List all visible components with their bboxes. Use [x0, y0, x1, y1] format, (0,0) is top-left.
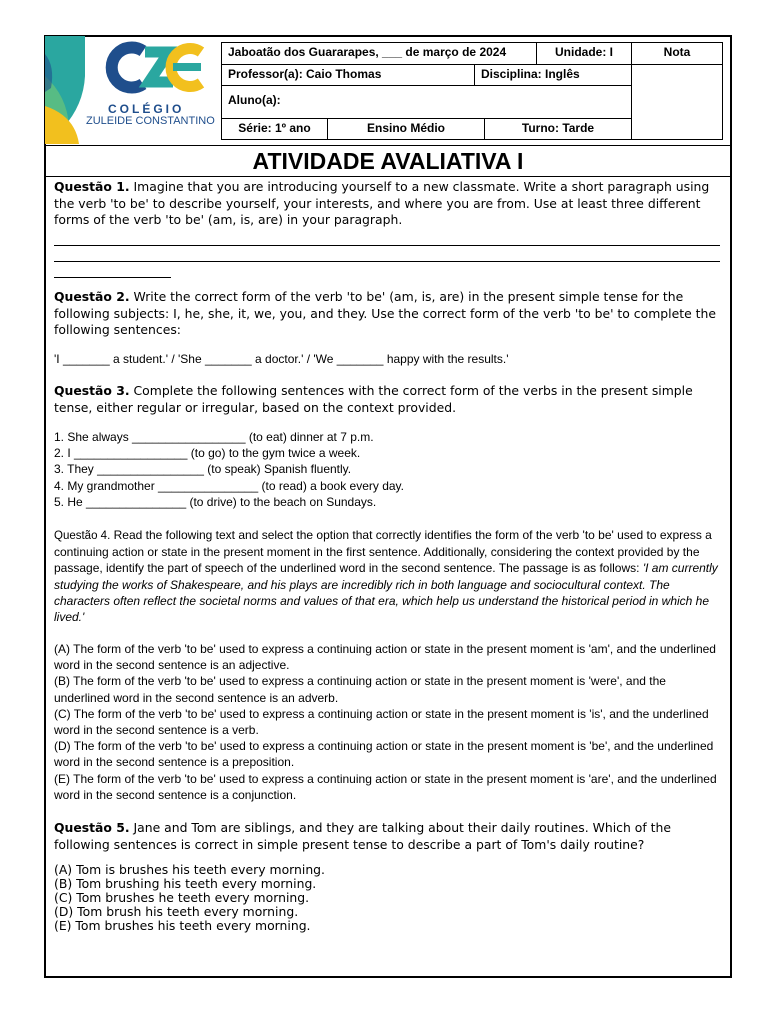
student-field[interactable]: Aluno(a): [221, 85, 632, 119]
answer-line[interactable] [54, 262, 171, 278]
question-3-items [54, 429, 724, 510]
shift-label: Turno: Tarde [484, 118, 632, 140]
list-item: (E) Tom brushes his teeth every morning. [54, 918, 311, 933]
question-4-options [54, 641, 724, 803]
question-2 [54, 289, 724, 339]
header-table [221, 42, 723, 140]
list-item: 2. I _________________ (to go) to the gym twice a week. [54, 446, 361, 461]
question-4-label: Questão 4. [54, 530, 111, 542]
answer-line[interactable] [54, 246, 720, 262]
list-item: (B) Tom brushing his teeth every morning. [54, 876, 317, 891]
question-4-text: Read the following text and select the option that correctly identifies the form of the verb 'to be' used to express a continuing action or state in the present moment in the first sentence. Additionally, considering the context provided by the passage, identify the part of speech of the underlined word in the second sentence. The passage is as follows: [54, 528, 712, 576]
list-item: (D) The form of the verb 'to be' used to express a continuing action or state in the present moment is 'be', and the underlined word in the second sentence is a preposition. [54, 739, 714, 770]
list-item: (B) The form of the verb 'to be' used to express a continuing action or state in the present moment is 'were', and the underlined word in the second sentence is an adverb. [54, 674, 666, 705]
level-label: Ensino Médio [327, 118, 485, 140]
school-logo [45, 36, 220, 144]
list-item: (C) Tom brushes he teeth every morning. [54, 890, 310, 905]
question-5-options [54, 863, 724, 933]
answer-line[interactable] [54, 230, 720, 246]
question-3-text: Complete the following sentences with the correct form of the verbs in the present simple tense, either regular or irregular, based on the context provided. [54, 383, 693, 415]
question-2-text: Write the correct form of the verb 'to be' (am, is, are) in the present simple tense for the following subjects: I, he, she, it, we, you, and they. Use the correct form of the verb 'to be' to complete the following sentences: [54, 289, 716, 337]
subject-label: Disciplina: Inglês [474, 64, 632, 86]
school-name-line2: ZULEIDE CONSTANTINO [86, 115, 215, 127]
question-5-label: Questão 5. [54, 820, 130, 835]
grade-label: Nota [631, 42, 723, 65]
list-item: (A) Tom is brushes his teeth every morning. [54, 862, 325, 877]
grade-box[interactable] [631, 64, 723, 140]
question-4-passage: 'I am currently studying the works of Shakespeare, and his plays are incredibly rich in both language and sociocultural context. The characters often reflect the societal norms and values of that era, which help us understand the historical period in which he lived.' [54, 561, 718, 625]
school-name-line1: COLÉGIO [108, 102, 185, 116]
question-1-label: Questão 1. [54, 179, 130, 194]
question-5-text: Jane and Tom are siblings, and they are talking about their daily routines. Which of the following sentences is correct in simple present tense to describe a part of Tom's daily routine? [54, 820, 672, 852]
list-item: (D) Tom brush his teeth every morning. [54, 904, 299, 919]
list-item: 4. My grandmother _______________ (to read) a book every day. [54, 478, 405, 493]
list-item: (C) The form of the verb 'to be' used to express a continuing action or state in the present moment is 'is', and the underlined word in the second sentence is a verb. [54, 706, 709, 738]
question-1 [54, 179, 724, 229]
list-item: (E) The form of the verb 'to be' used to express a continuing action or state in the present moment is 'are', and the underlined word in the second sentence is a conjunction. [54, 771, 717, 802]
location-date: Jaboatão dos Guararapes, ___ de março de 2024 [221, 42, 537, 65]
series-label: Série: 1º ano [221, 118, 328, 140]
unit-label: Unidade: I [536, 42, 632, 65]
page-title: ATIVIDADE AVALIATIVA I [252, 148, 524, 174]
question-1-answer-lines[interactable] [54, 230, 720, 278]
title-bottom-rule [45, 176, 731, 177]
question-1-text: Imagine that you are introducing yourself to a new classmate. Write a short paragraph using the verb 'to be' to describe yourself, your interests, and where you are from. Use at least three different forms of the verb 'to be' (am, is, are) in your paragraph. [54, 179, 710, 227]
list-item: (A) The form of the verb 'to be' used to express a continuing action or state in the present moment is 'am', and the underlined word in the second sentence is an adjective. [54, 642, 716, 673]
question-2-label: Questão 2. [54, 289, 130, 304]
question-2-sentences: 'I _______ a student.' / 'She _______ a doctor.' / 'We _______ happy with the results.' [54, 352, 509, 366]
list-item: 1. She always _________________ (to eat) dinner at 7 p.m. [54, 430, 374, 444]
question-3 [54, 383, 724, 416]
teacher-name: Professor(a): Caio Thomas [221, 64, 475, 86]
question-4 [54, 527, 724, 625]
question-5 [54, 820, 724, 853]
list-item: 3. They ________________ (to speak) Spanish fluently. [54, 462, 352, 477]
question-3-label: Questão 3. [54, 383, 130, 398]
list-item: 5. He _______________ (to drive) to the beach on Sundays. [54, 494, 377, 509]
